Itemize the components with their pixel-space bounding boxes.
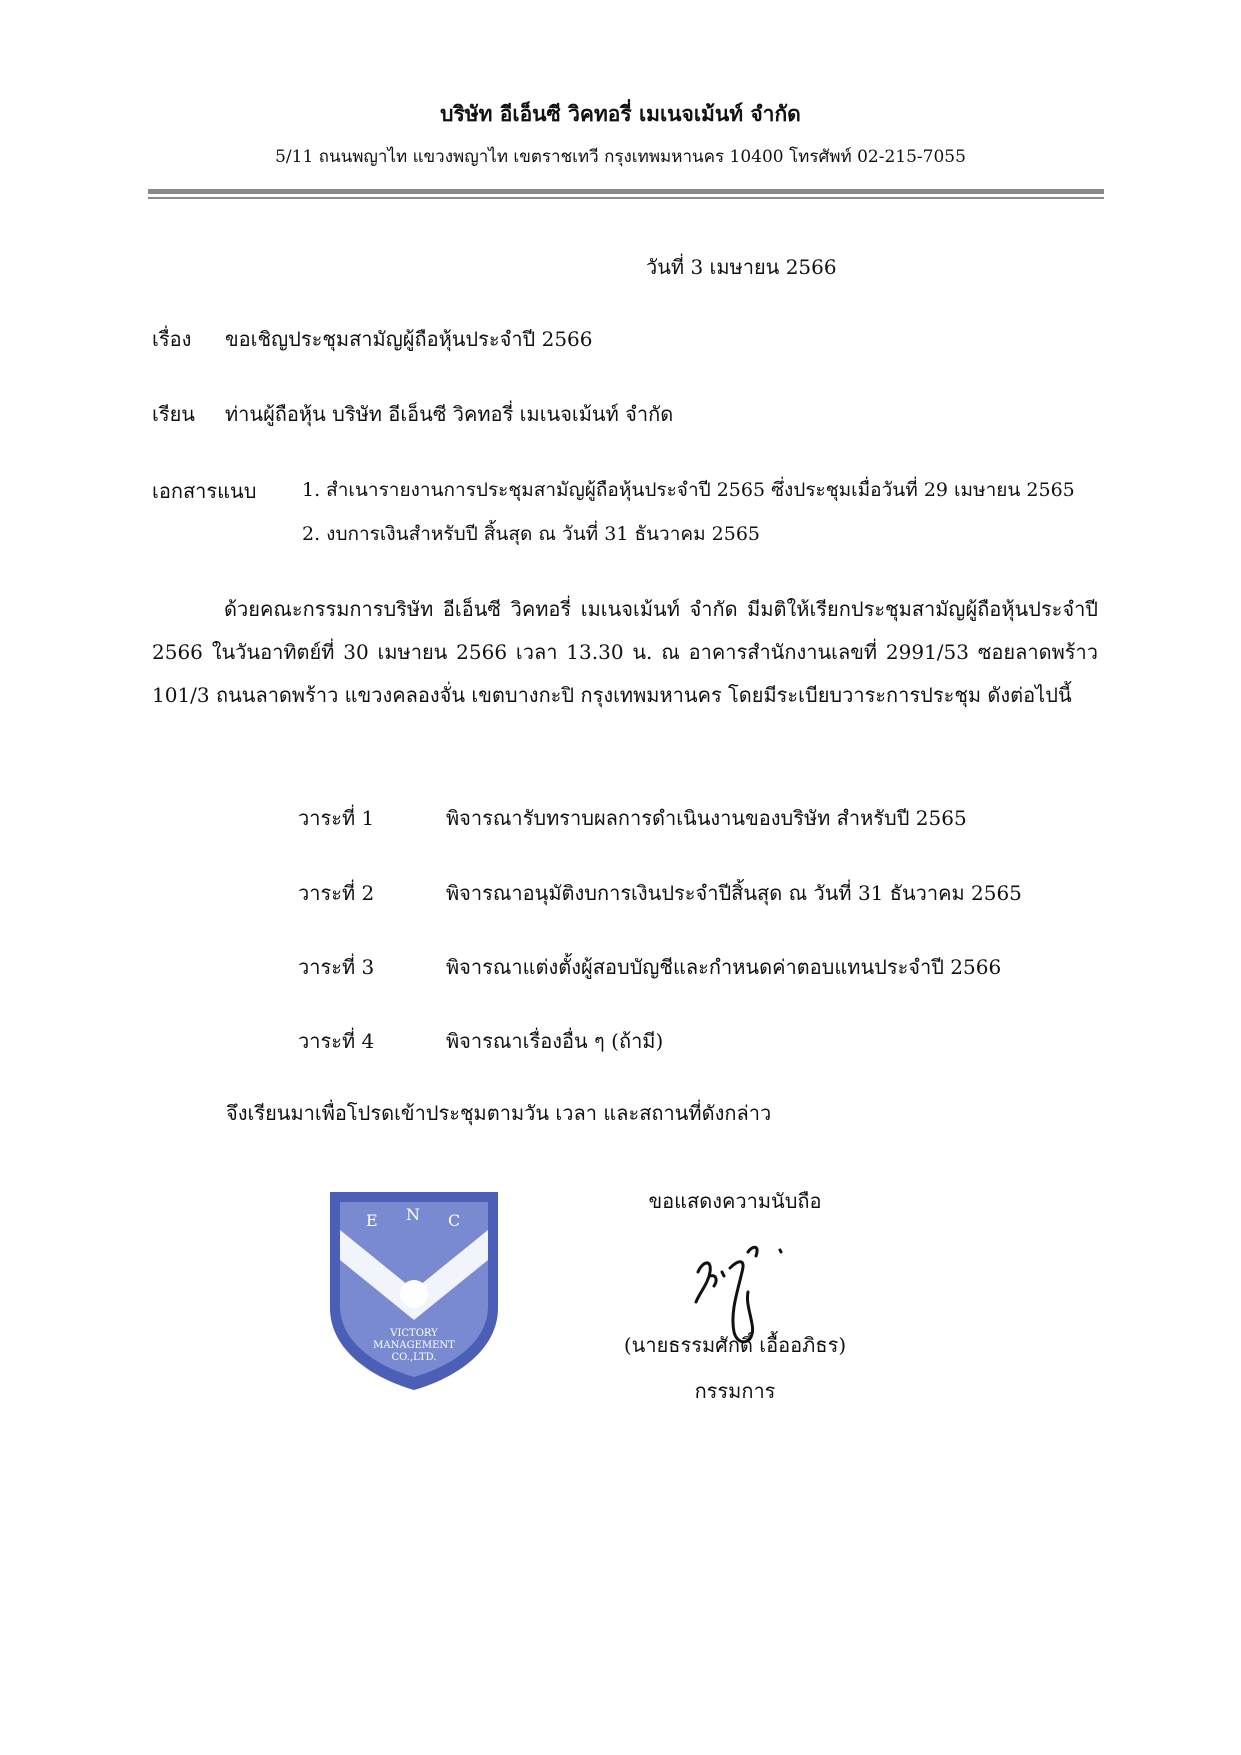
recipient-label: เรียน — [152, 402, 195, 426]
company-address: 5/11 ถนนพญาไท แขวงพญาไท เขตราชเทวี กรุงเทพมหานคร 10400 โทรศัพท์ 02-215-7055 — [275, 147, 966, 167]
seal-letter: E — [366, 1211, 378, 1230]
agenda-label: วาระที่ 4 — [298, 1029, 375, 1053]
company-seal — [326, 1190, 502, 1391]
agenda-text: พิจารณาอนุมัติงบการเงินประจำปีสิ้นสุด ณ วันที่ 31 ธันวาคม 2565 — [446, 881, 1022, 905]
header-rule-thick — [148, 189, 1104, 194]
body-paragraph — [152, 588, 1098, 717]
subject-text: ขอเชิญประชุมสามัญผู้ถือหุ้นประจำปี 2566 — [225, 327, 593, 351]
attachment-item: 2. งบการเงินสำหรับปี สิ้นสุด ณ วันที่ 31 ธันวาคม 2565 — [302, 523, 761, 545]
handshake-icon — [400, 1280, 428, 1308]
seal-line: CO.,LTD. — [391, 1352, 437, 1363]
subject-label: เรื่อง — [152, 327, 192, 351]
seal-line: VICTORY — [390, 1328, 438, 1339]
seal-line: MANAGEMENT — [373, 1340, 455, 1351]
closing-text: จึงเรียนมาเพื่อโปรดเข้าประชุมตามวัน เวลา และสถานที่ดังกล่าว — [226, 1101, 772, 1125]
header-rule-thin — [148, 197, 1104, 199]
company-name: บริษัท อีเอ็นซี วิคทอรี่ เมเนจเม้นท์ จำกัด — [440, 101, 801, 126]
agenda-text: พิจารณารับทราบผลการดำเนินงานของบริษัท สำหรับปี 2565 — [446, 806, 967, 830]
agenda-label: วาระที่ 2 — [298, 881, 375, 905]
signatory-title: กรรมการ — [694, 1379, 776, 1403]
agenda-label: วาระที่ 3 — [298, 955, 375, 979]
agenda-label: วาระที่ 1 — [298, 806, 375, 830]
agenda-text: พิจารณาเรื่องอื่น ๆ (ถ้ามี) — [446, 1029, 664, 1053]
regards-text: ขอแสดงความนับถือ — [648, 1189, 822, 1213]
attachments-label: เอกสารแนบ — [152, 479, 257, 503]
agenda-text: พิจารณาแต่งตั้งผู้สอบบัญชีและกำหนดค่าตอบแทนประจำปี 2566 — [446, 955, 1002, 979]
attachment-item: 1. สำเนารายงานการประชุมสามัญผู้ถือหุ้นประจำปี 2565 ซึ่งประชุมเมื่อวันที่ 29 เมษายน 2565 — [302, 479, 1075, 501]
body-text: ด้วยคณะกรรมการบริษัท อีเอ็นซี วิคทอรี่ เมเนจเม้นท์ จำกัด มีมติให้เรียกประชุมสามัญผู้ถือหุ้นประจำปี 2566 ในวันอาทิตย์ที่ 30 เมษายน 2566 เวลา 13.30 น. ณ อาคารสำนักงานเลขที่ 2991/53 ซอยลาดพร้าว 101/3 ถนนลาดพร้าว แขวงคลองจั่น เขตบางกะปิ กรุงเทพมหานคร โดยมีระเบียบวาระการประชุม ดังต่อไปนี้ — [152, 597, 1098, 707]
seal-letter: C — [448, 1211, 461, 1230]
signatory-name: (นายธรรมศักดิ์ เอื้ออภิธร) — [623, 1333, 847, 1357]
recipient-text: ท่านผู้ถือหุ้น บริษัท อีเอ็นซี วิคทอรี่ เมเนจเม้นท์ จำกัด — [225, 402, 674, 426]
letter-date: วันที่ 3 เมษายน 2566 — [646, 255, 837, 279]
seal-letter: N — [406, 1205, 420, 1224]
